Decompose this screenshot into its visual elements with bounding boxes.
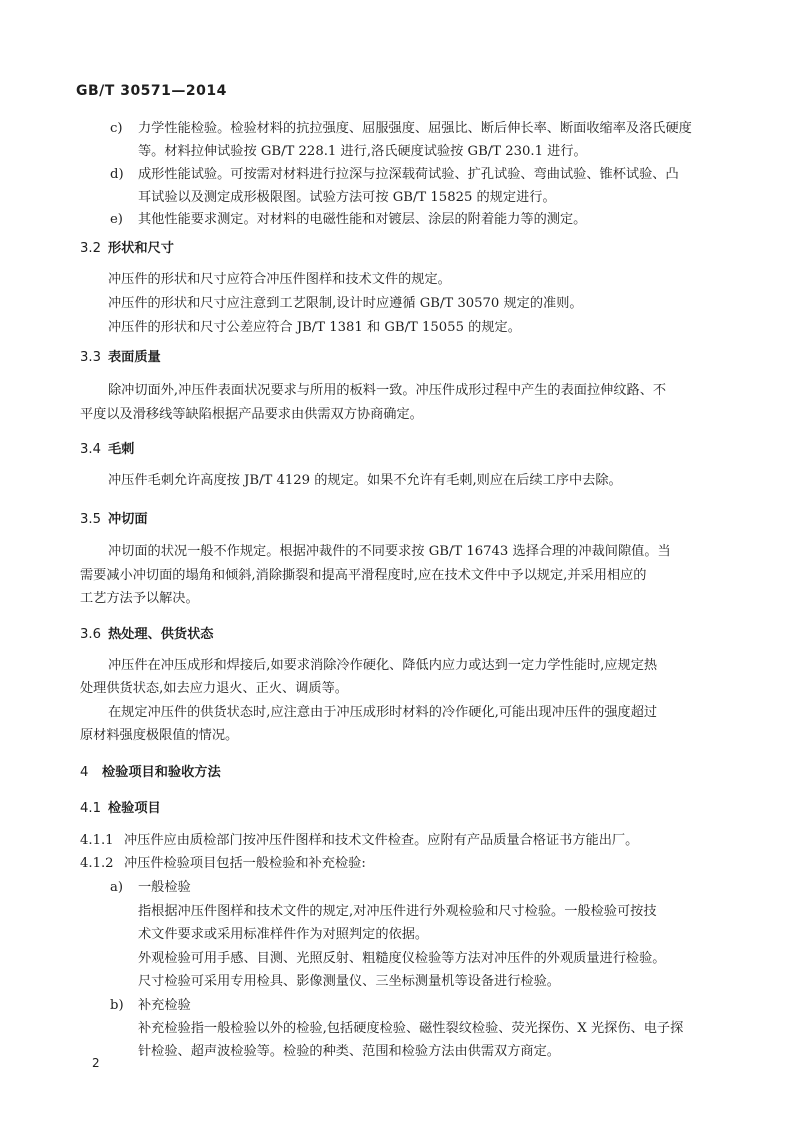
section-number: 4.1 [80,801,101,816]
paragraph-3-6-line1: 冲压件在冲压成形和焊接后,如要求消除冷作硬化、降低内应力或达到一定力学性能时,应规定热 [108,658,658,673]
section-title: 形状和尺寸 [108,241,174,256]
section-heading-3-3 [80,351,161,364]
paragraph-3-4-line1: 冲压件毛刺允许高度按 JB/T 4129 的规定。如果不允许有毛刺,则应在后续工序中去除。 [108,473,622,488]
list-item-a-title: 一般检验 [138,880,191,895]
clause-number: 4.1.2 [80,856,114,871]
standard-code-header: GB/T 30571—2014 [76,83,227,99]
section-number: 3.4 [80,442,101,457]
paragraph-3-2-2: 冲压件的形状和尺寸应注意到工艺限制,设计时应遵循 GB/T 30570 规定的准则。 [108,296,583,311]
list-item-d-line1: 成形性能试验。可按需对材料进行拉深与拉深载荷试验、扩孔试验、弯曲试验、锥杯试验、凸 [138,167,679,182]
section-title: 毛刺 [108,442,135,457]
list-item-e-line1: 其他性能要求测定。对材料的电磁性能和对镀层、涂层的附着能力等的测定。 [138,212,587,227]
list-item-a-line2: 术文件要求或采用标准样件作为对照判定的依据。 [138,927,429,942]
section-title: 表面质量 [108,350,161,365]
section-heading-3-2 [80,242,174,255]
paragraph-3-3-line1: 除冲切面外,冲压件表面状况要求与所用的板料一致。冲压件成形过程中产生的表面拉伸纹路、不 [108,383,667,398]
section-heading-3-5 [80,513,148,526]
section-heading-3-4 [80,443,134,456]
clause-number: 4.1.1 [80,833,114,848]
section-heading-3-6 [80,628,214,641]
section-number: 3.2 [80,241,101,256]
clause-4-1-2 [80,857,366,870]
section-number: 3.5 [80,512,101,527]
list-item-b-line2: 针检验、超声波检验等。检验的种类、范围和检验方法由供需双方商定。 [138,1044,560,1059]
section-title: 检验项目 [108,801,161,816]
list-item-a-line3: 外观检验可用手感、目测、光照反射、粗糙度仪检验等方法对冲压件的外观质量进行检验。 [138,951,666,966]
paragraph-3-6-line3: 在规定冲压件的供货状态时,应注意由于冲压成形时材料的冷作硬化,可能出现冲压件的强度超过 [108,705,658,720]
list-item-a-line1: 指根据冲压件图样和技术文件的规定,对冲压件进行外观检验和尺寸检验。一般检验可按技 [138,904,657,919]
list-item-a-line4: 尺寸检验可采用专用检具、影像测量仪、三坐标测量机等设备进行检验。 [138,974,560,989]
list-item-b-line1: 补充检验指一般检验以外的检验,包括硬度检验、磁性裂纹检验、荧光探伤、X 光探伤、电子探 [138,1021,684,1036]
paragraph-3-6-line2: 处理供货状态,如去应力退火、正火、调质等。 [80,681,348,696]
list-item-c-line2: 等。材料拉伸试验按 GB/T 228.1 进行,洛氏硬度试验按 GB/T 230.1 进行。 [138,144,587,159]
chapter-title: 检验项目和验收方法 [102,765,221,780]
section-number: 3.3 [80,350,101,365]
clause-4-1-1 [80,834,638,847]
list-item-d-line2: 耳试验以及测定成形极限图。试验方法可按 GB/T 15825 的规定进行。 [138,190,556,205]
paragraph-3-5-line2: 需要减小冲切面的塌角和倾斜,消除撕裂和提高平滑程度时,应在技术文件中予以规定,并采用相应的 [80,568,647,583]
list-marker-b: b) [110,998,124,1013]
paragraph-3-2-1: 冲压件的形状和尺寸应符合冲压件图样和技术文件的规定。 [108,272,451,287]
paragraph-3-3-line2: 平度以及滑移线等缺陷根据产品要求由供需双方协商确定。 [80,407,423,422]
clause-text: 冲压件应由质检部门按冲压件图样和技术文件检查。应附有产品质量合格证书方能出厂。 [124,833,639,848]
section-heading-4-1 [80,802,161,815]
paragraph-3-6-line4: 原材料强度极限值的情况。 [80,728,239,743]
paragraph-3-5-line3: 工艺方法予以解决。 [80,591,199,606]
clause-text: 冲压件检验项目包括一般检验和补充检验: [124,856,366,871]
section-number: 3.6 [80,627,101,642]
list-item-b-title: 补充检验 [138,998,191,1013]
chapter-heading-4 [80,766,221,779]
paragraph-3-5-line1: 冲切面的状况一般不作规定。根据冲裁件的不同要求按 GB/T 16743 选择合理的冲裁间隙值。当 [108,544,671,559]
paragraph-3-2-3: 冲压件的形状和尺寸公差应符合 JB/T 1381 和 GB/T 15055 的规定。 [108,320,521,335]
page-number: 2 [92,1056,100,1070]
list-marker-e: e) [110,212,123,227]
chapter-number: 4 [80,765,89,780]
list-marker-a: a) [110,880,124,895]
list-marker-d: d) [110,167,124,182]
list-marker-c: c) [110,121,123,136]
list-item-c-line1: 力学性能检验。检验材料的抗拉强度、屈服强度、屈强比、断后伸长率、断面收缩率及洛氏硬度 [138,121,692,136]
section-title: 热处理、供货状态 [108,627,214,642]
section-title: 冲切面 [108,512,148,527]
